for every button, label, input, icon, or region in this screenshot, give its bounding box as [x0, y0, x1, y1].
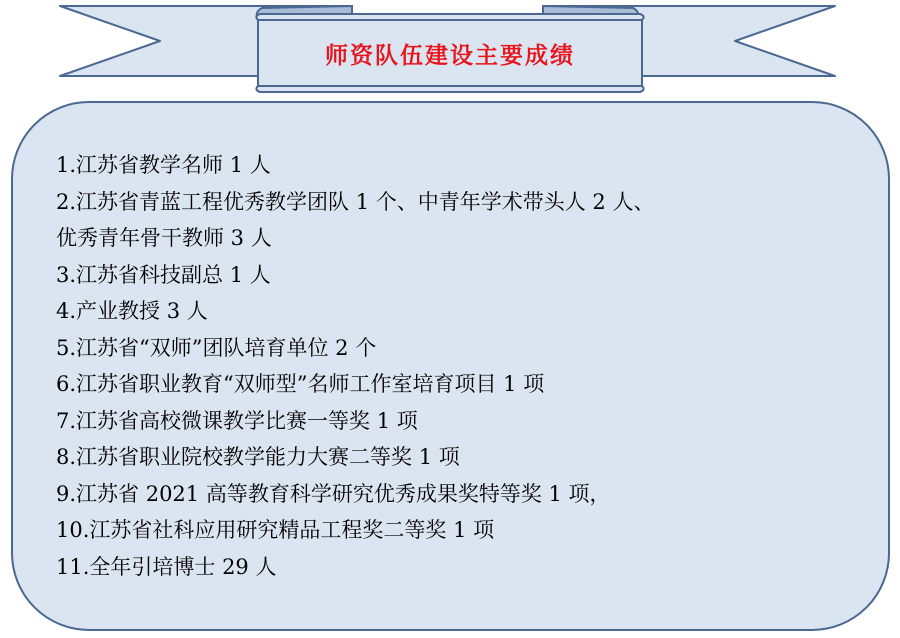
- banner-title: 师资队伍建设主要成绩: [325, 42, 575, 69]
- list-item: 8.江苏省职业院校教学能力大赛二等奖 1 项: [56, 445, 460, 469]
- list-item: 9.江苏省 2021 高等教育科学研究优秀成果奖特等奖 1 项，: [56, 481, 611, 506]
- achievement-list: [56, 147, 866, 585]
- list-item: 6.江苏省职业教育“双师型”名师工作室培育项目 1 项: [56, 372, 545, 396]
- list-item: 7.江苏省高校微课教学比赛一等奖 1 项: [56, 408, 418, 433]
- list-item: 4.产业教授 3 人: [56, 299, 208, 323]
- list-item: 5.江苏省“双师”团队培育单位 2 个: [56, 335, 377, 360]
- list-item: 11.全年引培博士 29 人: [56, 554, 277, 579]
- list-item: 1.江苏省教学名师 1 人: [56, 153, 271, 177]
- list-item: 2.江苏省青蓝工程优秀教学团队 1 个、中青年学术带头人 2 人、: [56, 189, 655, 214]
- list-item: 10.江苏省社科应用研究精品工程奖二等奖 1 项: [56, 518, 495, 542]
- list-item-continuation: 优秀青年骨干教师 3 人: [56, 226, 272, 250]
- list-item: 3.江苏省科技副总 1 人: [56, 262, 271, 287]
